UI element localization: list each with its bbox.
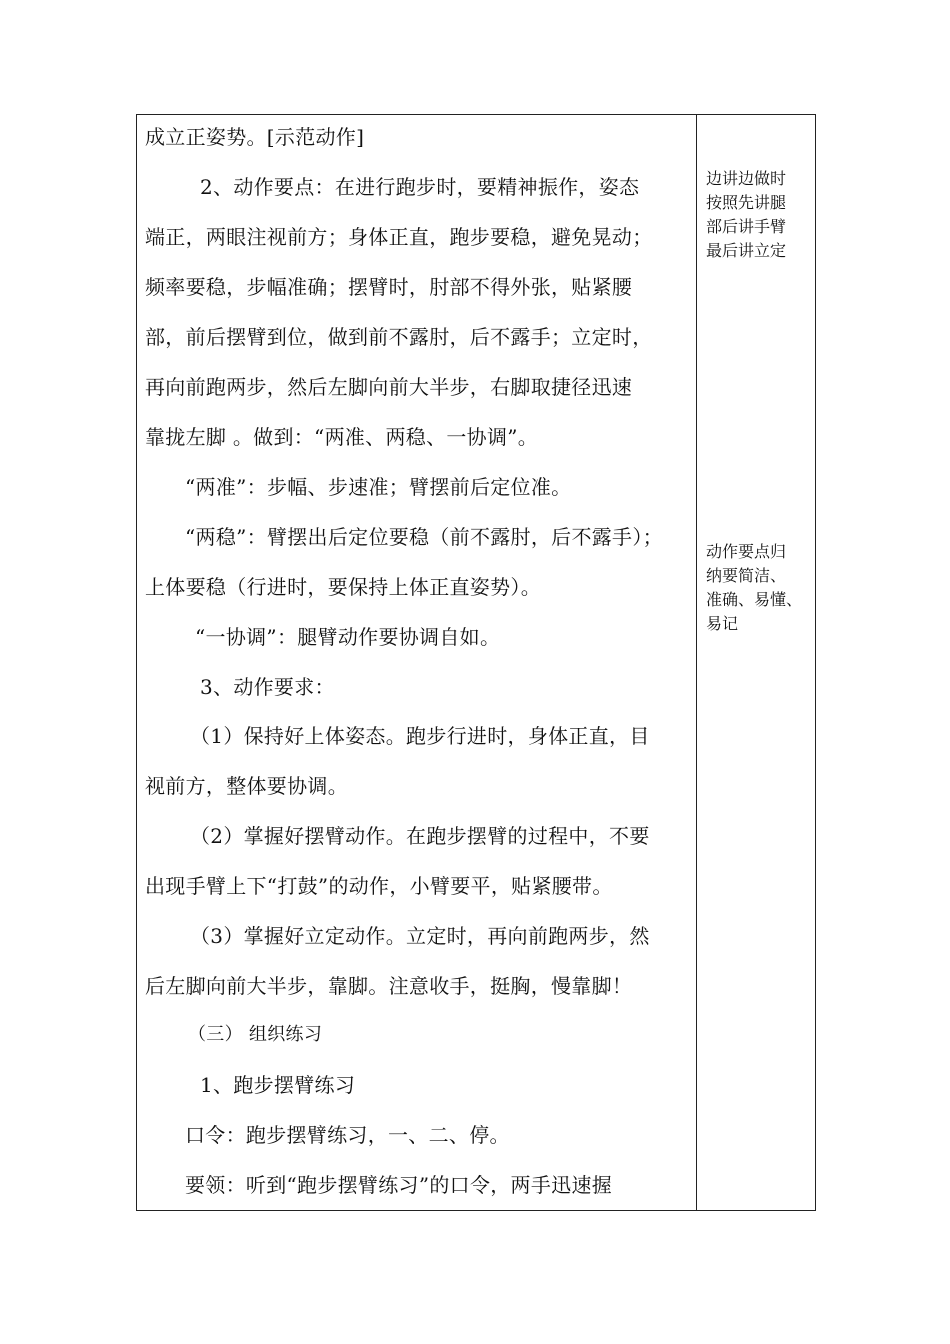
note-line: 按照先讲腿	[706, 193, 787, 212]
text-line: 2、动作要点：在进行跑步时，要精神振作，姿态	[200, 175, 640, 199]
text-line: （2）掌握好摆臂动作。在跑步摆臂的过程中，不要	[190, 824, 650, 848]
note-line: 动作要点归	[706, 542, 787, 561]
text-line: 3、动作要求：	[200, 675, 335, 699]
text-line: 后左脚向前大半步，靠脚。注意收手，挺胸，慢靠脚！	[145, 974, 633, 998]
text-line: （3）掌握好立定动作。立定时，再向前跑两步，然	[190, 924, 650, 948]
text-line: 部，前后摆臂到位，做到前不露肘，后不露手；立定时，	[145, 325, 653, 349]
text-line: “两稳”：臂摆出后定位要稳（前不露肘，后不露手）；	[185, 525, 663, 549]
text-line: （1）保持好上体姿态。跑步行进时，身体正直，目	[190, 724, 650, 748]
text-line: 靠拢左脚 。做到：“两准、两稳、一协调”。	[145, 425, 539, 449]
text-line: 1、跑步摆臂练习	[200, 1073, 356, 1097]
note-line: 准确、易懂、	[706, 590, 803, 609]
note-line: 最后讲立定	[706, 241, 787, 260]
text-line: 出现手臂上下“打鼓”的动作，小臂要平，贴紧腰带。	[145, 874, 613, 898]
text-line: 视前方，整体要协调。	[145, 774, 348, 798]
text-line: 成立正姿势。[示范动作]	[145, 125, 365, 149]
text-line: 端正，两眼注视前方；身体正直，跑步要稳，避免晃动；	[145, 225, 653, 249]
column-divider	[696, 114, 697, 1211]
text-line: 口令：跑步摆臂练习，一、二、停。	[185, 1123, 510, 1147]
note-line: 纳要简洁、	[706, 566, 787, 585]
text-line: 要领：听到“跑步摆臂练习”的口令，两手迅速握	[185, 1173, 613, 1197]
text-line: 再向前跑两步，然后左脚向前大半步，右脚取捷径迅速	[145, 375, 633, 399]
text-line: 频率要稳，步幅准确；摆臂时，肘部不得外张，贴紧腰	[145, 275, 633, 299]
note-line: 部后讲手臂	[706, 217, 787, 236]
note-line: 易记	[706, 614, 739, 633]
text-line: 上体要稳（行进时，要保持上体正直姿势）。	[145, 575, 541, 599]
text-line: “两准”：步幅、步速准；臂摆前后定位准。	[185, 475, 572, 499]
text-line: “一协调”：腿臂动作要协调自如。	[195, 625, 501, 649]
note-line: 边讲边做时	[706, 169, 787, 188]
section-heading: （三） 组织练习	[188, 1024, 323, 1045]
